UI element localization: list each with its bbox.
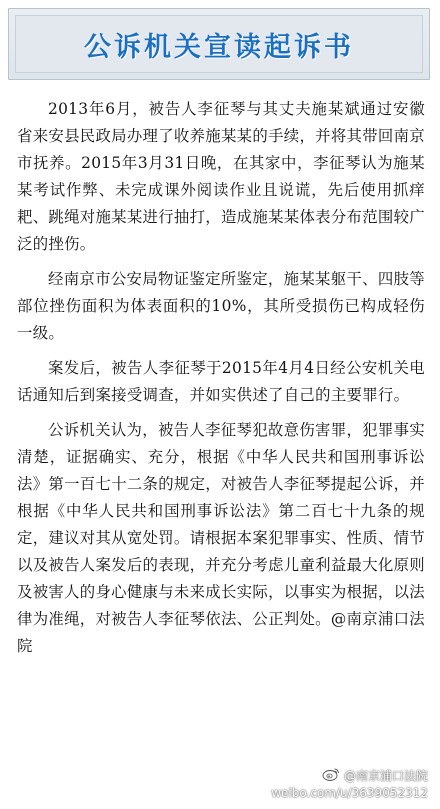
paragraph-after-incident: 案发后，被告人李征琴于2015年4月4日经公安机关电话通知后到案接受调查，并如实供述了自己的主要罪行。 bbox=[17, 359, 425, 404]
paragraph-appraisal: 经南京市公安局物证鉴定所鉴定，施某某躯干、四肢等部位挫伤面积为体表面积的10%，其所受损伤已构成轻伤一级。 bbox=[17, 270, 425, 342]
document-body bbox=[17, 96, 425, 668]
paragraph-prosecution-view: 公诉机关认为，被告人李征琴犯故意伤害罪，犯罪事实清楚，证据确实、充分，根据《中华人民共和国刑事诉讼法》第一百七十二条的规定，对被告人李征琴提起公诉，并根据《中华人民共和国刑事诉讼法》第二百七十九条的规定，建议对其从宽处罚。请根据本案犯罪事实、性质、情节以及被告人案发后的表现，并充分考虑儿童利益最大化原则及被害人的身心健康与未来成长实际，以事实为根据，以法律为准绳，对被告人李征琴依法、公正判处。@南京浦口法院 bbox=[17, 421, 425, 655]
weibo-watermark bbox=[271, 767, 428, 801]
title-banner bbox=[8, 8, 430, 80]
page-title: 公诉机关宣读起诉书 bbox=[84, 31, 354, 63]
watermark-account-row bbox=[271, 767, 428, 785]
weibo-icon bbox=[322, 767, 340, 785]
title-banner-inner bbox=[15, 15, 423, 73]
watermark-url: weibo.com/u/3639052312 bbox=[271, 786, 428, 800]
watermark-account: @南京浦口法院 bbox=[343, 769, 428, 783]
paragraph-facts: 2013年6月，被告人李征琴与其丈夫施某斌通过安徽省来安县民政局办理了收养施某某的手续，并将其带回南京市抚养。2015年3月31日晚，在其家中，李征琴认为施某某考试作弊、未完成课外阅读作业且说谎，先后使用抓痒耙、跳绳对施某某进行抽打，造成施某某体表分布范围较广泛的挫伤。 bbox=[17, 100, 425, 253]
